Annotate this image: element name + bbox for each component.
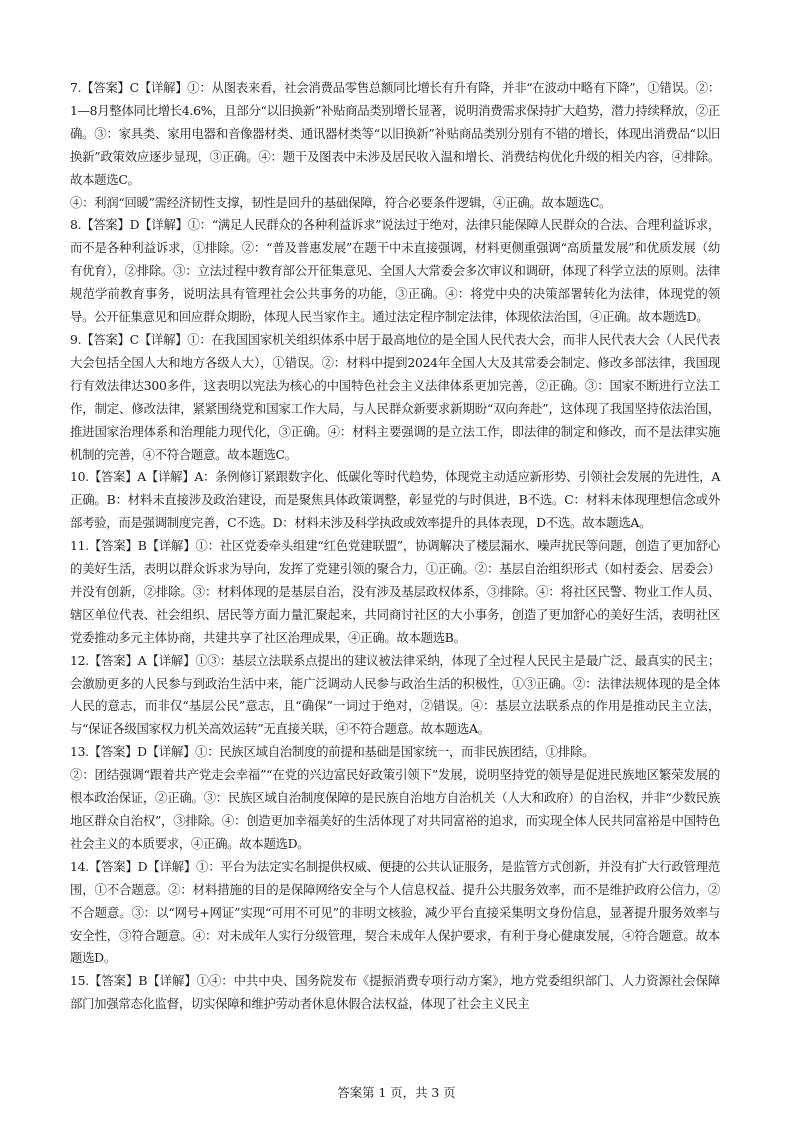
answer-paragraph: ④：利润“回暖”需经济韧性支撑，韧性是回升的基础保障，符合必要条件逻辑，④正确。故本题选C。 xyxy=(70,194,612,210)
answer-document xyxy=(70,77,720,1016)
answer-paragraph: 9.【答案】C【详解】①：在我国国家机关组织体系中居于最高地位的是全国人民代表大会，而非人民代表大会（人民代表大会包括全国人大和地方各级人大），①错误。②：材料中提到2024年全国人大及其常委会制定、修改多部法律，我国现行有效法律达300多件，这表明以宪法为核心的中国特色社会主义法律体系更加完善，②正确。③：国家不断进行立法工作，制定、修改法律，紧紧围绕党和国家工作大局，与人民群众新要求新期盼“双向奔赴”，这体现了我国坚持依法治国，推进国家治理体系和治理能力现代化，③正确。④：材料主要强调的是立法工作，即法律的制定和修改，而不是法律实施机制的完善，④不符合题意。故本题选C。 xyxy=(70,331,720,462)
answer-paragraph: 11.【答案】B【详解】①：社区党委牵头组建“红色党建联盟”，协调解决了楼层漏水、噪声扰民等问题，创造了更加舒心的美好生活，表明以群众诉求为导向，发挥了党建引领的聚合力，①正确。②：基层自治组织形式（如村委会、居委会）并没有创新，②排除。③：材料体现的是基层自治，没有涉及基层政权体系，③排除。④：将社区民警、物业工作人员、辖区单位代表、社会组织、居民等方面力量汇聚起来，共同商讨社区的大小事务，创造了更加舒心的美好生活，表明社区党委推动多元主体协商，共建共享了社区治理成果，④正确。故本题选B。 xyxy=(70,538,720,645)
answer-paragraph: 7.【答案】C【详解】①：从图表来看，社会消费品零售总额同比增长有升有降，并非“在波动中略有下降”，①错误。②：1—8月整体同比增长4.6%，且部分“以旧换新”补贴商品类别增长显著，说明消费需求保持扩大趋势，潜力持续释放，②正确。③：家具类、家用电器和音像器材类、通讯器材类等“以旧换新”补贴商品类别分别有不错的增长，体现出消费品“以旧换新”政策效应逐步显现，③正确。④：题干及图表中未涉及居民收入温和增长、消费结构优化升级的相关内容，④排除。故本题选C。 xyxy=(70,80,720,187)
answer-paragraph: 8.【答案】D【详解】①：“满足人民群众的各种利益诉求”说法过于绝对，法律只能保障人民群众的合法、合理利益诉求，而不是各种利益诉求，①排除。②：“普及普惠发展”在题干中未直接强调，材料更侧重强调“高质量发展”和优质发展（幼有优育），②排除。③：立法过程中教育部公开征集意见、全国人大常委会多次审议和调研，体现了科学立法的原则。法律规范学前教育事务，说明法具有管理社会公共事务的功能，③正确。④：将党中央的决策部署转化为法律，体现党的领导。公开征集意见和回应群众期盼，体现人民当家作主。通过法定程序制定法律，体现依法治国，④正确。故本题选D。 xyxy=(70,217,720,325)
answer-paragraph: 15.【答案】B【详解】①④：中共中央、国务院发布《提振消费专项行动方案》，地方党委组织部门、人力资源社会保障部门加强常态化监督，切实保障和维护劳动者休息休假合法权益，体现了社会主义民主 xyxy=(70,973,720,1012)
answer-paragraph: 10.【答案】A【详解】A：条例修订紧跟数字化、低碳化等时代趋势，体现党主动适应新形势、引领社会发展的先进性，A正确。B：材料未直接涉及政治建设，而是聚焦具体政策调整，彰显党的与时俱进，B不选。C：材料未体现理想信念或外部考验，而是强调制度完善，C不选。D：材料未涉及科学执政或效率提升的具体表现，D不选。故本题选A。 xyxy=(70,469,720,531)
page-footer: 答案第 1 页，共 3 页 xyxy=(337,1085,456,1100)
answer-paragraph: 12.【答案】A【详解】①③：基层立法联系点提出的建议被法律采纳，体现了全过程人民民主是最广泛、最真实的民主；会激励更多的人民参与到政治生活中来，能广泛调动人民参与政治生活的积极性，①③正确。②：法律法规体现的是全体人民的意志，而非仅“基层公民”意志，且“确保”一词过于绝对，②错误。④：基层立法联系点的作用是推动民主立法，与“保证各级国家权力机关高效运转”无直接关联，④不符合题意。故本题选A。 xyxy=(70,652,720,737)
answer-paragraph: 14.【答案】D【详解】①：平台为法定实名制提供权威、便捷的公共认证服务，是监管方式创新，并没有扩大行政管理范围，①不合题意。②：材料措施的目的是保障网络安全与个人信息权益、提升公共服务效率，而不是维护政府公信力，②不合题意。③：以“网号+网证”实现“可用不可见”的非明文核验，减少平台直接采集明文身份信息，显著提升服务效率与安全性，③符合题意。④：对未成年人实行分级管理，契合未成年人保护要求，有利于身心健康发展，④符合题意。故本题选D。 xyxy=(70,858,720,966)
answer-paragraph: 13.【答案】D【详解】①：民族区域自治制度的前提和基础是国家统一，而非民族团结，①排除。 xyxy=(70,744,595,760)
answer-paragraph: ②：团结强调“跟着共产党走会幸福”“在党的兴边富民好政策引领下”发展，说明坚持党的领导是促进民族地区繁荣发展的根本政治保证，②正确。③：民族区域自治制度保障的是民族自治地方自治机关（人大和政府）的自治权，并非“少数民族地区群众自治权”，③排除。④：创造更加幸福美好的生活体现了对共同富裕的追求，而实现全体人民共同富裕是中国特色社会主义的本质要求，④正确。故本题选D。 xyxy=(70,767,720,851)
